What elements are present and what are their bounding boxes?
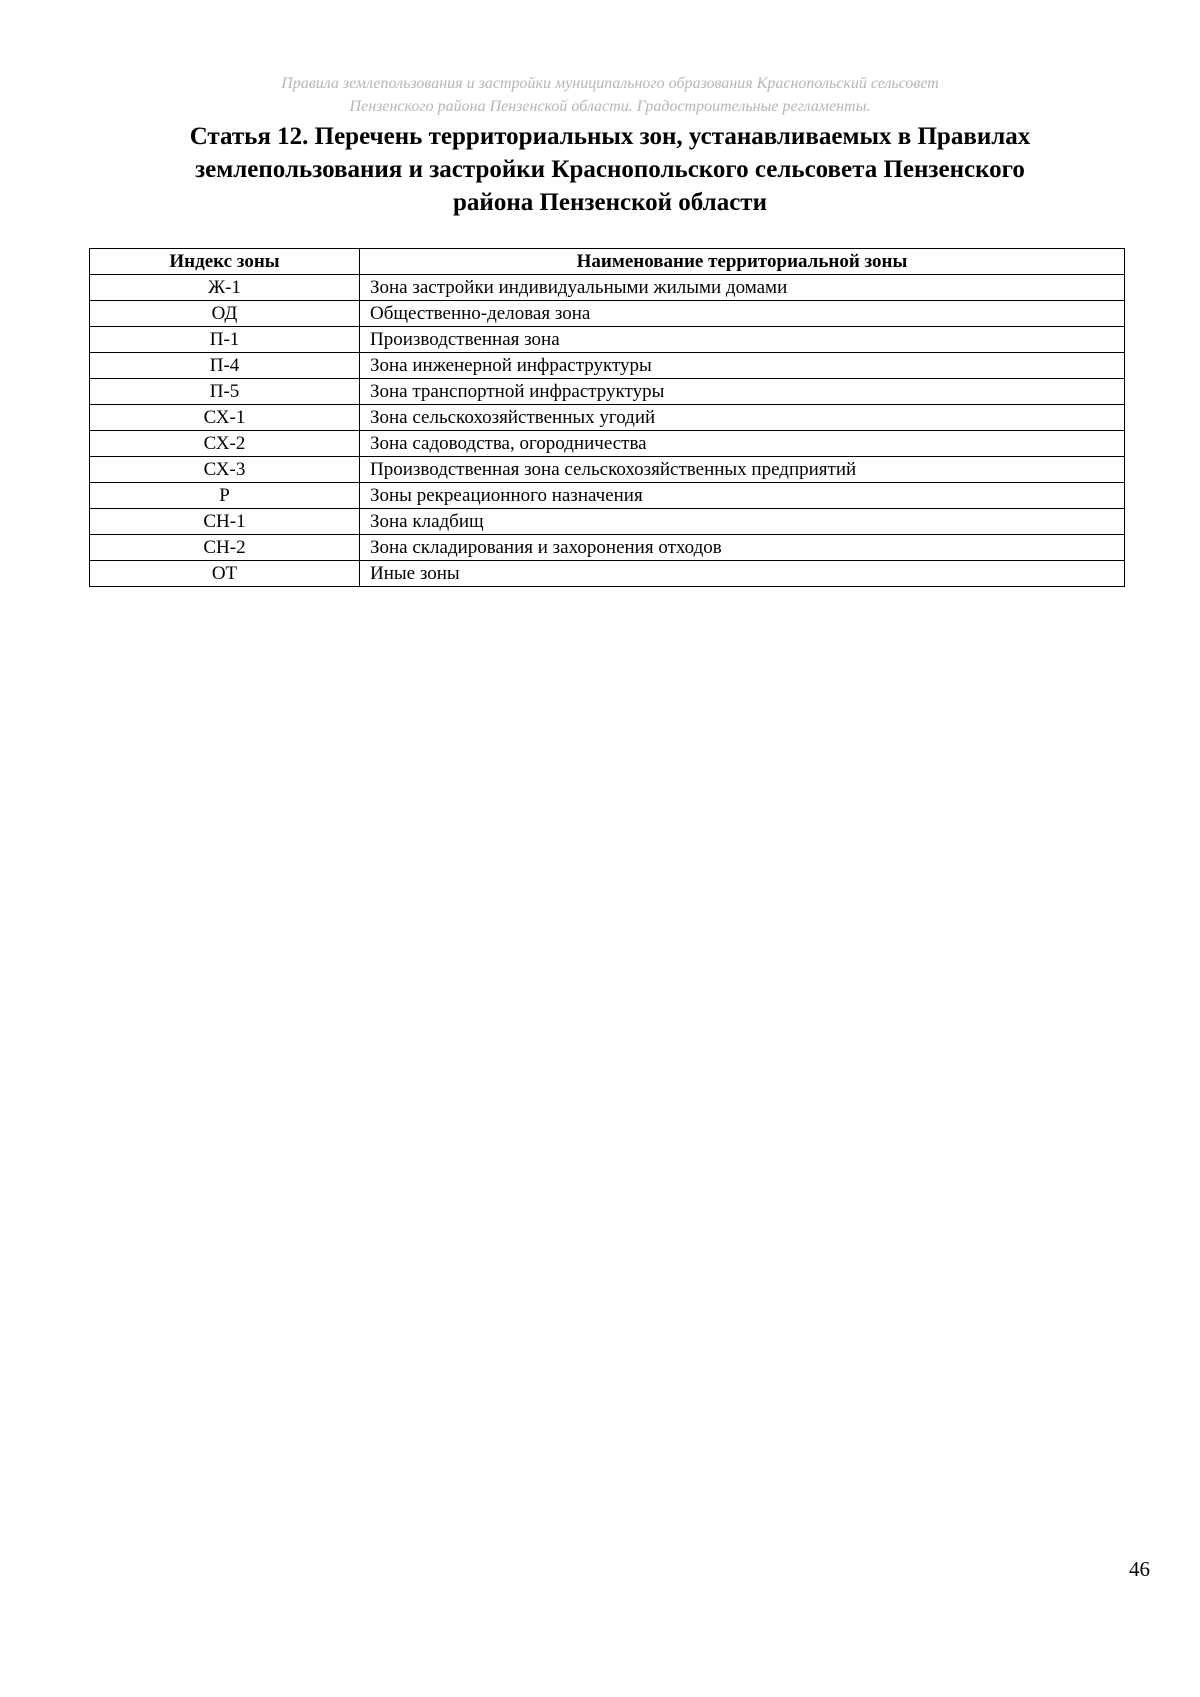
zone-index-cell: СХ-1 bbox=[90, 405, 360, 431]
zone-name-cell: Общественно-деловая зона bbox=[360, 301, 1125, 327]
zone-index-cell: СХ-3 bbox=[90, 457, 360, 483]
table-row bbox=[90, 509, 1125, 535]
table-header-row bbox=[90, 249, 1125, 275]
table-row bbox=[90, 353, 1125, 379]
running-header-line-2: Пензенского района Пензенской области. Градостроительные регламенты. bbox=[349, 98, 871, 115]
table-row bbox=[90, 379, 1125, 405]
zone-index-cell: Ж-1 bbox=[90, 275, 360, 301]
zone-name-cell: Производственная зона bbox=[360, 327, 1125, 353]
table-row bbox=[90, 327, 1125, 353]
table-row bbox=[90, 301, 1125, 327]
zone-index-cell: СН-1 bbox=[90, 509, 360, 535]
zone-index-cell: П-4 bbox=[90, 353, 360, 379]
zone-name-cell: Зона складирования и захоронения отходов bbox=[360, 535, 1125, 561]
table-row bbox=[90, 431, 1125, 457]
zone-index-cell: СХ-2 bbox=[90, 431, 360, 457]
zone-name-cell: Производственная зона сельскохозяйственных предприятий bbox=[360, 457, 1125, 483]
table-row bbox=[90, 457, 1125, 483]
article-title-line-2: землепользования и застройки Краснопольского сельсовета Пензенского bbox=[195, 156, 1025, 183]
zone-index-cell: ОД bbox=[90, 301, 360, 327]
zone-name-cell: Зоны рекреационного назначения bbox=[360, 483, 1125, 509]
zone-index-cell: СН-2 bbox=[90, 535, 360, 561]
zone-name-cell: Зона инженерной инфраструктуры bbox=[360, 353, 1125, 379]
zone-index-cell: ОТ bbox=[90, 561, 360, 587]
article-title-line-3: района Пензенской области bbox=[453, 189, 767, 216]
zone-name-cell: Иные зоны bbox=[360, 561, 1125, 587]
table-row bbox=[90, 535, 1125, 561]
zone-name-cell: Зона застройки индивидуальными жилыми домами bbox=[360, 275, 1125, 301]
table-row bbox=[90, 483, 1125, 509]
zone-name-cell: Зона садоводства, огородничества bbox=[360, 431, 1125, 457]
table-row bbox=[90, 561, 1125, 587]
zone-name-cell: Зона транспортной инфраструктуры bbox=[360, 379, 1125, 405]
article-title-line-1: Статья 12. Перечень территориальных зон, устанавливаемых в Правилах bbox=[189, 123, 1031, 150]
running-header-line-1: Правила землепользования и застройки муниципального образования Краснопольский сельсовет bbox=[281, 75, 939, 92]
running-header bbox=[150, 72, 1070, 118]
page-number: 46 bbox=[1129, 1557, 1150, 1581]
article-title bbox=[80, 120, 1140, 219]
zone-index-cell: Р bbox=[90, 483, 360, 509]
table-row bbox=[90, 405, 1125, 431]
zone-index-cell: П-1 bbox=[90, 327, 360, 353]
zone-name-cell: Зона кладбищ bbox=[360, 509, 1125, 535]
zone-name-cell: Зона сельскохозяйственных угодий bbox=[360, 405, 1125, 431]
table-row bbox=[90, 275, 1125, 301]
column-header-zone-name: Наименование территориальной зоны bbox=[360, 249, 1125, 275]
zone-index-cell: П-5 bbox=[90, 379, 360, 405]
zones-table bbox=[89, 248, 1125, 587]
column-header-zone-index: Индекс зоны bbox=[90, 249, 360, 275]
